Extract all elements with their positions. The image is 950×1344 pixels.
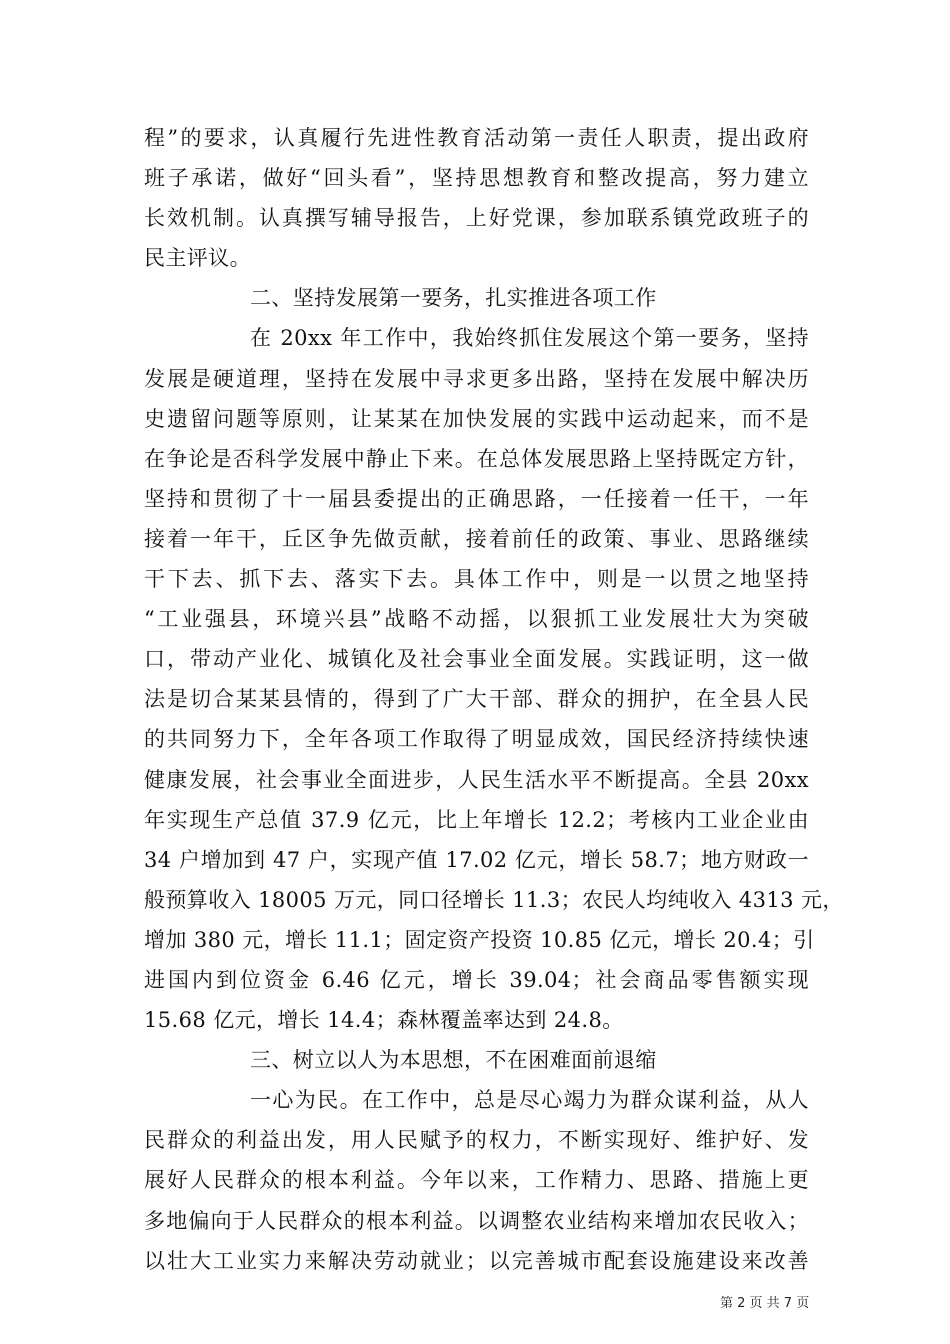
paragraph-line: 在 20xx 年工作中，我始终抓住发展这个第一要务，坚持 [250, 326, 809, 351]
paragraph-line: 民群众的利益出发，用人民赋予的权力，不断实现好、维护好、发 [144, 1128, 809, 1153]
paragraph-line: 15.68 亿元，增长 14.4；森林覆盖率达到 24.8。 [144, 1008, 624, 1033]
document-body [144, 118, 844, 1281]
paragraph-line: 法是切合某某县情的，得到了广大干部、群众的拥护，在全县人民 [144, 687, 809, 712]
section-heading-2: 二、坚持发展第一要务，扎实推进各项工作 [250, 286, 657, 311]
paragraph-line: 班子承诺，做好“回头看”，坚持思想教育和整改提高，努力建立 [144, 166, 809, 191]
paragraph-line: 展好人民群众的根本利益。今年以来，工作精力、思路、措施上更 [144, 1168, 809, 1193]
paragraph-line: 口，带动产业化、城镇化及社会事业全面发展。实践证明，这一做 [144, 647, 809, 672]
paragraph-line: 以壮大工业实力来解决劳动就业；以完善城市配套设施建设来改善 [144, 1248, 809, 1273]
paragraph-line: 的共同努力下，全年各项工作取得了明显成效，国民经济持续快速 [144, 727, 809, 752]
paragraph-line: 接着一年干，丘区争先做贡献，接着前任的政策、事业、思路继续 [144, 526, 809, 551]
paragraph-line: 进国内到位资金 6.46 亿元，增长 39.04；社会商品零售额实现 [144, 967, 809, 992]
page-number-footer: 第 2 页 共 7 页 [720, 1296, 810, 1311]
paragraph-line: 程”的要求，认真履行先进性教育活动第一责任人职责，提出政府 [144, 126, 809, 150]
paragraph-line: 长效机制。认真撰写辅导报告，上好党课，参加联系镇党政班子的 [144, 206, 809, 231]
paragraph-line: 干下去、抓下去、落实下去。具体工作中，则是一以贯之地坚持 [144, 567, 809, 592]
paragraph-line: 健康发展，社会事业全面进步，人民生活水平不断提高。全县 20xx [144, 767, 809, 792]
paragraph-line: 增加 380 元，增长 11.1；固定资产投资 10.85 亿元，增长 20.4；引 [144, 927, 815, 952]
paragraph-line: 多地偏向于人民群众的根本利益。以调整农业结构来增加农民收入； [144, 1208, 809, 1233]
paragraph-line: 坚持和贯彻了十一届县委提出的正确思路，一任接着一任干，一年 [144, 486, 809, 511]
paragraph-line: 史遗留问题等原则，让某某在加快发展的实践中运动起来，而不是 [144, 406, 809, 431]
paragraph-line: 一心为民。在工作中，总是尽心竭力为群众谋利益，从人 [250, 1088, 809, 1113]
paragraph-line: 在争论是否科学发展中静止下来。在总体发展思路上坚持既定方针， [144, 446, 809, 471]
paragraph-line: 民主评议。 [144, 246, 251, 271]
paragraph-line: 般预算收入 18005 万元，同口径增长 11.3；农民人均纯收入 4313 元， [144, 887, 844, 912]
paragraph-line: “工业强县，环境兴县”战略不动摇，以狠抓工业发展壮大为突破 [144, 607, 809, 632]
paragraph-line: 年实现生产总值 37.9 亿元，比上年增长 12.2；考核内工业企业由 [144, 807, 809, 832]
paragraph-line: 发展是硬道理，坚持在发展中寻求更多出路，坚持在发展中解决历 [144, 366, 809, 391]
paragraph-line: 34 户增加到 47 户，实现产值 17.02 亿元，增长 58.7；地方财政一 [144, 847, 809, 872]
section-heading-3: 三、树立以人为本思想，不在困难面前退缩 [250, 1048, 657, 1073]
